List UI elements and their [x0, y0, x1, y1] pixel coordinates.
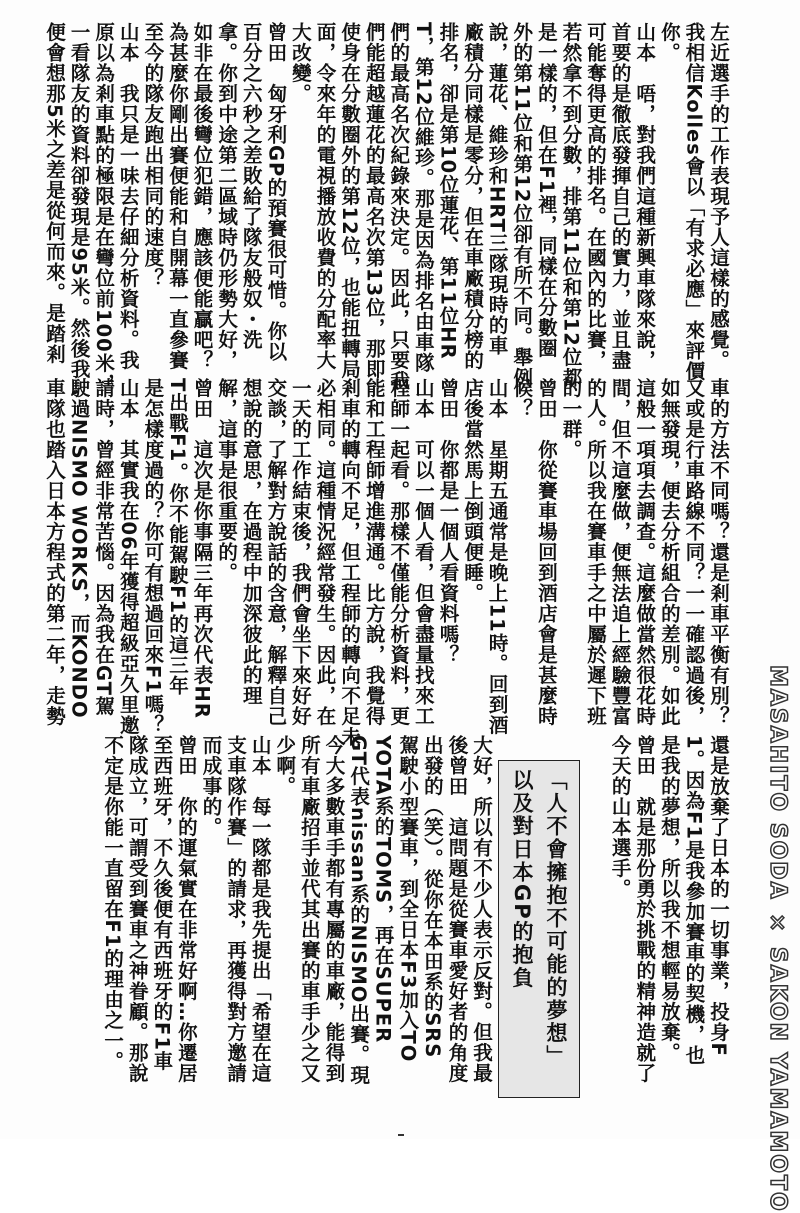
text-column: 店後當然馬上倒頭便睡。 [461, 378, 485, 604]
text-column: 是我的夢想，所以我不想輕易放棄。 [657, 735, 681, 1063]
text-column: 便會想那5米之差是從何而來。是踏剎 [42, 22, 66, 365]
text-column: 是怎樣度過的？你可有想過回來F1嗎？ [141, 378, 165, 735]
section-heading [498, 760, 580, 1098]
text-column: 們能超越蓮花的最高名次第13位，那即 [362, 22, 386, 380]
text-column: 這般一項項去調查。這麼做當然很花時 [633, 378, 657, 727]
text-column: 還是放棄了日本的一切事業，投身F [707, 735, 730, 1057]
text-column: 必相同。這種情況經常發生。因此，在 [313, 378, 337, 727]
text-column: 曾田 你的運氣實在非常好啊…你遷居 [174, 735, 198, 1084]
text-column: 是一樣的，但在F1裡，同樣在分數圈 [534, 22, 558, 359]
text-column: 山本 其實我在06年獲得超級亞久里邀 [116, 378, 140, 736]
text-column: 曾田 匈牙利GP的預賽很可惜。你以 [264, 22, 288, 362]
text-column: 說，蓮花、維珍和HRT三隊現時的車 [485, 22, 509, 356]
text-column: 為甚麼你剛出賽便能和自開幕一直參賽 [165, 22, 189, 371]
text-column: 外的第11位和第12位卻有所不同。舉例 [510, 22, 534, 388]
text-column: 左近選手的工作表現予人這樣的感覺。 [707, 22, 730, 371]
text-column: 你。 [657, 22, 681, 63]
text-column: 排名，卻是第10位蓮花、第11位HR [436, 22, 460, 360]
text-column: 如非在最後彎位犯錯，應該便能贏吧？ [190, 22, 214, 371]
text-column: 而成事的。 [199, 735, 223, 838]
text-column: 至今的隊友跑出相同的速度？ [141, 22, 165, 289]
text-column: 又或是行車路線不同？一一確認過後， [682, 378, 706, 727]
sidebar-title: MASAHITO SODA × SAKON YAMAMOTO [765, 665, 790, 1213]
text-column: 如無發現，便去分析組合的差別。如此 [657, 378, 681, 727]
text-column: 山本 唔，對我們這種新興車隊來說， [633, 22, 657, 371]
heading-line-2: 以及對日本GP的抱負 [510, 769, 534, 990]
text-column: 可能奪得更高的排名。在國內的比賽， [584, 22, 608, 371]
text-column: 不定是你能一直留在F1的理由之一。 [101, 735, 125, 1072]
text-column: 大好，所以有不少人表示反對。但我最 [470, 735, 494, 1084]
text-column: 想說的意思，在過程中加深彼此的理 [239, 378, 263, 706]
text-column: 使身在分數圈外的第12位，也能扭轉局 [338, 22, 362, 380]
text-column: YOTA系的TOMS，再在SUPER [371, 735, 395, 1044]
text-column: GT代表nissan系的NISMO出賽。現 [347, 735, 371, 1086]
text-column: 候？ [510, 378, 534, 419]
text-column: T，第12位維珍。那是因為排名由車隊 [411, 22, 435, 373]
text-column: 原以為剎車點的極限是在彎位前100米， [92, 22, 116, 394]
text-column: 支車隊作賽」的請求，再獲得對方邀請 [224, 735, 248, 1084]
text-column: T出戰F1。你不能駕駛F1的這三年 [165, 378, 189, 697]
text-column: 曾田 你都是一個人看資料嗎？ [436, 378, 460, 665]
text-column: 山本 星期五通常是晚上11時。回到酒 [485, 378, 509, 736]
text-column: 能和工程師增進溝通。比方說，我覺得 [362, 378, 386, 727]
page-mark [398, 1128, 404, 1136]
text-column: 廠積分同樣是零分，但在車廠積分榜的 [461, 22, 485, 371]
text-column: 山本 可以一個人看，但會盡量找來工 [411, 378, 435, 727]
text-column: 解，這事是很重要的。 [215, 378, 239, 583]
text-column: 駛過NISMO WORKS，而KONDO [67, 378, 91, 719]
text-column: 面，令來年的電視播放收費的分配率大 [313, 22, 337, 371]
text-column: 拿。你到中途第二區域時仍形勢大好， [215, 22, 239, 371]
text-column: 車的方法不同嗎？還是剎車平衡有別？ [707, 378, 730, 727]
text-column: 少啊。 [273, 735, 297, 797]
text-column: 出發的（笑）。從你在本田系的SRS [420, 735, 444, 1059]
text-column: 一天的工作結束後，我們會坐下來好好 [288, 378, 312, 727]
text-column: 請時，曾經非常苦惱。因為我在GT駕 [92, 378, 116, 717]
text-column: 的人。所以我在賽車手之中屬於遲下班 [584, 378, 608, 727]
heading-line-1: 「人不會擁抱不可能的夢想」 [544, 769, 568, 1068]
text-column: 大改變。 [288, 22, 312, 104]
text-column: 若然拿不到分數，排第11位和第12位都 [559, 22, 583, 388]
text-column: 今大多數車手都有專屬的車廠，能得到 [322, 735, 346, 1084]
text-column: 至西班牙，不久後便有西班牙的F1車 [150, 735, 174, 1072]
text-column: 曾田 這次是你事隔三年再次代表HR [190, 378, 214, 719]
text-column: 百分之六秒之差敗給了隊友般奴・洗 [239, 22, 263, 350]
text-band-bottom [40, 735, 734, 1125]
text-column: 一看隊友的資料卻發現是95米。然後我 [67, 22, 91, 380]
text-column: 剎車的轉向不足，但工程師的轉向不足未 [338, 378, 362, 747]
text-column: 所有車廠招手並代其出賽的車手少之又 [297, 735, 321, 1084]
text-column: 我相信Kolles會以「有求必應」來評價 [682, 22, 706, 382]
text-column: 交談，了解對方說話的含意，解釋自己 [264, 378, 288, 727]
text-column: 駕駛小型賽車，到全日本F3加入TO [396, 735, 420, 1063]
text-column: 間，但不這麼做，便無法追上經驗豐富 [608, 378, 632, 727]
text-band-top [40, 22, 734, 394]
text-column: 曾田 就是那份勇於挑戰的精神造就了 [633, 735, 657, 1084]
text-column: 首要的是徹底發揮自己的實力，並且盡 [608, 22, 632, 371]
text-column: 1。因為F1是我參加賽車的契機，也 [682, 735, 706, 1066]
text-column: 的一群。 [559, 378, 583, 460]
text-column: 今天的山本選手。 [608, 735, 632, 899]
text-column: 山本 每一隊都是我先提出「希望在這 [248, 735, 272, 1084]
text-column: 程師一起看。那樣不僅能分析資料，更 [387, 378, 411, 727]
text-column: 山本 我只是一味去仔細分析資料。我 [116, 22, 140, 371]
text-column: 曾田 你從賽車場回到酒店會是甚麼時 [534, 378, 558, 727]
text-column: 後曾田 這問題是從賽車愛好者的角度 [445, 735, 469, 1084]
text-column: 車隊也踏入日本方程式的第二年，走勢 [42, 378, 66, 727]
text-column: 們的最高名次紀錄來決定。因此，只要我 [387, 22, 411, 391]
text-column: 隊成立，可謂受到賽車之神眷顧。那說 [125, 735, 149, 1084]
text-band-middle [40, 378, 734, 747]
